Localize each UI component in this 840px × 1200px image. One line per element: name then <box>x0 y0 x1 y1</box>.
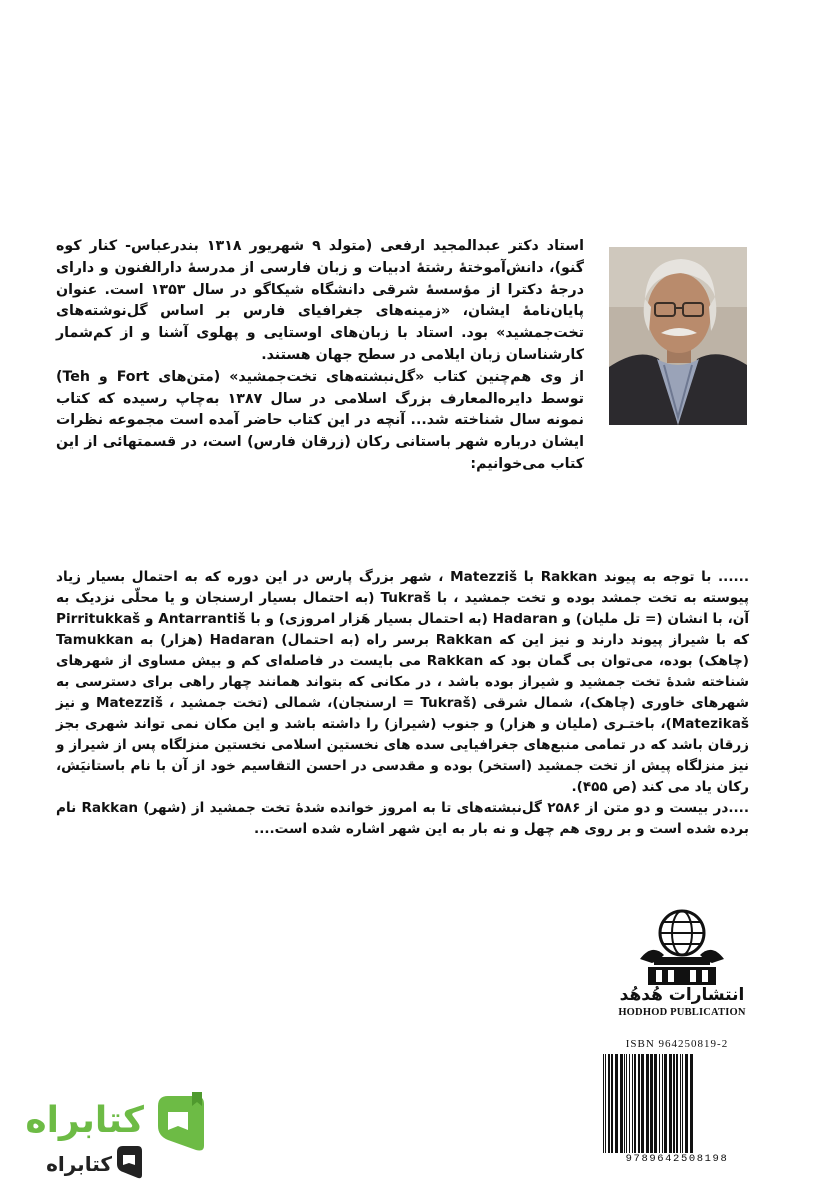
barcode-bar <box>611 1054 613 1154</box>
bookmark-logo-icon <box>152 1092 208 1154</box>
barcode-bar <box>634 1054 636 1154</box>
barcode-bar <box>646 1054 649 1154</box>
author-photo <box>609 247 747 425</box>
barcode-bar <box>638 1054 640 1154</box>
ketabrah-watermark <box>25 1092 214 1187</box>
watermark-text: کتابراه <box>25 1100 144 1141</box>
publisher-name-fa: انتشارات هُدهُد <box>619 985 745 1005</box>
watermark-subtext: کتابراه <box>46 1152 112 1176</box>
barcode-bars <box>597 1054 757 1154</box>
barcode-bar <box>620 1054 623 1154</box>
barcode-bar <box>662 1054 663 1154</box>
barcode-bar <box>690 1054 693 1154</box>
barcode-bar <box>680 1054 681 1154</box>
barcode-bar <box>605 1054 606 1154</box>
excerpt-paragraph: ...... با توجه به پیوند Rakkan با Matezziš ، شهر بزرگ پارس در این دوره که به احتمال بسیار زیاد پیوسته به تخت جمشد بوده و تخت جمشید ، با Tukraš (به احتمال بسیار ارسنجان و یا محلّی نزدیک به آن، با انشان (= تل ملیان) و Hadaran (به احتمال بسیار هَزار امروزی) و با Antarrantiš و Pirritukkaš که با شیراز پیوند دارند و نیز این که Rakkan برسر راه (به احتمال) Hadaran (هزار) به Tamukkan (چاهک) بوده، می‌توان بی گمان بود که Rakkan می بایست در فاصله‌ای کم و بیش مساوی از شهرهای شناخته شدهٔ تخت جمشید و شیراز بوده باشد ، در مکانی که بتواند همانند چهار راهی برای دسترسی به شهرهای خاوری (چاهک)، شمال شرقی (Tukraš = ارسنجان)، شمالی (تخت جمشید ، Matezziš و نیز Matezikaš)، باختـری (ملیان و هزار) و جنوب (شیراز) را داشته باشد و این مکان نمی تواند شهری بجز زرقان باشد که در تمامی منبع‌های جغرافیایی سده های نخستین اسلامی نخستین منزلگاه پس از شیراز و نیز منزلگاه پیش از تخت جمشید (استخر) بوده و مقدسی در احسن التقاسیم خود از آن با نام باستانیَش، رکان یاد می کند (ص ۴۵۵). <box>56 569 749 795</box>
excerpt-paragraph: ....در بیست و دو متن از ۲۵۸۶ گل‌نبشته‌های تا به امروز خوانده شدهٔ تخت جمشید از (شهر) Rakkan نام برده شده است و بر روی هم چهل و نه بار به این شهر اشاره شده است.... <box>56 800 750 837</box>
barcode-bar <box>632 1054 633 1154</box>
barcode-bar <box>626 1054 627 1154</box>
barcode-bar <box>654 1054 657 1154</box>
barcode-bar <box>650 1054 653 1154</box>
barcode-bar <box>664 1054 667 1154</box>
author-bio <box>56 236 584 476</box>
publisher-block <box>612 903 752 1033</box>
book-excerpt <box>56 567 749 840</box>
barcode-bar <box>641 1054 644 1154</box>
publisher-name-en: HODHOD PUBLICATION <box>618 1007 746 1018</box>
barcode-bar <box>676 1054 678 1154</box>
barcode-bar <box>629 1054 630 1154</box>
barcode-bar <box>615 1054 618 1154</box>
barcode-bar <box>673 1054 675 1154</box>
barcode-bar <box>608 1054 610 1154</box>
bio-paragraph: از وی هم‌چنین کتاب «گل‌نبشته‌های تخت‌جمشید» (متن‌های Fort و Teh) توسط دایره‌المعارف بزرگ اسلامی در سال ۱۳۸۷ به‌چاپ رسیده که کتاب نمونه سال شناخته شد... آنچه در این کتاب حاضر آمده است مجموعه نظرات ایشان درباره شهر باستانی رکان (زرقان فارس) است، در قسمتهائی از این کتاب می‌خوانیم: <box>56 368 584 472</box>
barcode-bar <box>682 1054 683 1154</box>
barcode-bar <box>624 1054 625 1154</box>
barcode-bar <box>603 1054 604 1154</box>
bookmark-small-icon <box>114 1144 144 1180</box>
hoopoe-globe-logo-icon <box>632 903 732 991</box>
barcode-bar <box>659 1054 660 1154</box>
barcode-number: 9789642508198 <box>597 1153 757 1165</box>
barcode-bar <box>685 1054 688 1154</box>
isbn-label: ISBN 964250819-2 <box>625 1038 729 1050</box>
bio-paragraph: استاد دکتر عبدالمجید ارفعی (متولد ۹ شهریور ۱۳۱۸ بندرعباس- کنار کوه گنو)، دانش‌آموختهٔ رشتهٔ ادبیات و زبان فارسی از مدرسهٔ دارالفنون و دارای درجهٔ دکترا از مؤسسهٔ شرقی دانشگاه شیکاگو در سال ۱۳۵۳ است. عنوان پایان‌نامهٔ ایشان، «زمینه‌های جغرافیای فارس بر اساس گل‌نوشته‌های تخت‌جمشید» بود. استاد با زبان‌های اوستایی و پهلوی آشنا و از کم‌شمار کارشناسان زبان ایلامی در سطح جهان هستند. <box>56 238 585 363</box>
isbn-barcode <box>597 1038 757 1168</box>
barcode-bar <box>669 1054 672 1154</box>
